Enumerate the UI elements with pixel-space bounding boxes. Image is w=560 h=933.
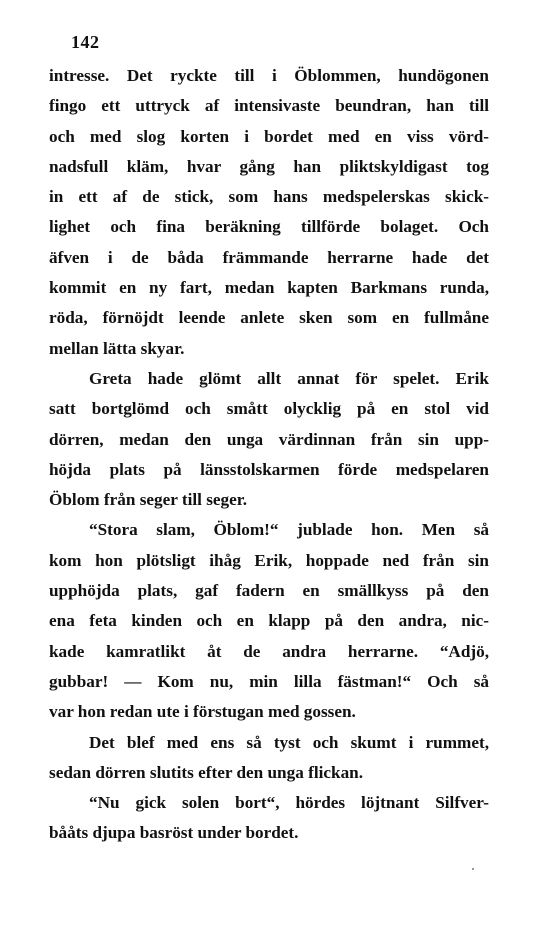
text-line: Öblom från seger till seger. xyxy=(49,490,248,510)
text-line: kommit en ny fart, medan kapten Barkmans runda, xyxy=(49,278,489,298)
text-line: dörren, medan den unga värdinnan från sin upp- xyxy=(49,429,489,449)
paragraph xyxy=(49,788,489,849)
text-line: satt bortglömd och smått olycklig på en stol vid xyxy=(49,399,489,419)
paragraph xyxy=(49,364,489,515)
paragraph xyxy=(49,515,489,727)
text-line: var hon redan ute i förstugan med gossen. xyxy=(49,702,356,722)
text-line: Greta hade glömt allt annat för spelet. Erik xyxy=(89,368,489,388)
text-line: Det blef med ens så tyst och skumt i rummet, xyxy=(89,732,489,752)
text-line: kade kamratlikt åt de andra herrarne. “Adjö, xyxy=(49,641,489,661)
text-line: höjda plats på länsstolskarmen förde medspelaren xyxy=(49,459,489,479)
text-line: intresse. Det ryckte till i Öblommen, hundögonen xyxy=(49,66,489,85)
text-line: sedan dörren slutits efter den unga flickan. xyxy=(49,762,364,782)
paragraph xyxy=(49,61,489,364)
text-line: äfven i de båda främmande herrarne hade det xyxy=(49,247,489,267)
text-line: upphöjda plats, gaf fadern en smällkyss på den xyxy=(49,581,489,601)
text-line: “Nu gick solen bort“, hördes löjtnant Silfver- xyxy=(89,793,489,813)
text-line: fingo ett uttryck af intensivaste beundran, han till xyxy=(49,96,489,116)
text-line: mellan lätta skyar. xyxy=(49,338,185,358)
body-text xyxy=(49,61,489,849)
paper-speck xyxy=(472,868,474,870)
text-line: gubbar! — Kom nu, min lilla fästman!“ Och så xyxy=(49,671,489,691)
paragraph xyxy=(49,728,489,789)
page-number: 142 xyxy=(71,32,100,52)
text-line: ena feta kinden och en klapp på den andra, nic- xyxy=(49,611,489,631)
text-line: kom hon plötsligt ihåg Erik, hoppade ned från sin xyxy=(49,550,489,570)
text-line: in ett af de stick, som hans medspelerskas skick- xyxy=(49,187,489,207)
text-line: “Stora slam, Öblom!“ jublade hon. Men så xyxy=(89,520,489,540)
text-line: lighet och fina beräkning tillförde bolaget. Och xyxy=(49,217,489,237)
text-line: bååts djupa basröst under bordet. xyxy=(49,823,299,843)
text-line: röda, förnöjdt leende anlete sken som en fullmåne xyxy=(49,308,489,328)
text-line: nadsfull kläm, hvar gång han pliktskyldigast tog xyxy=(49,156,489,176)
text-line: och med slog korten i bordet med en viss vörd- xyxy=(49,126,489,146)
